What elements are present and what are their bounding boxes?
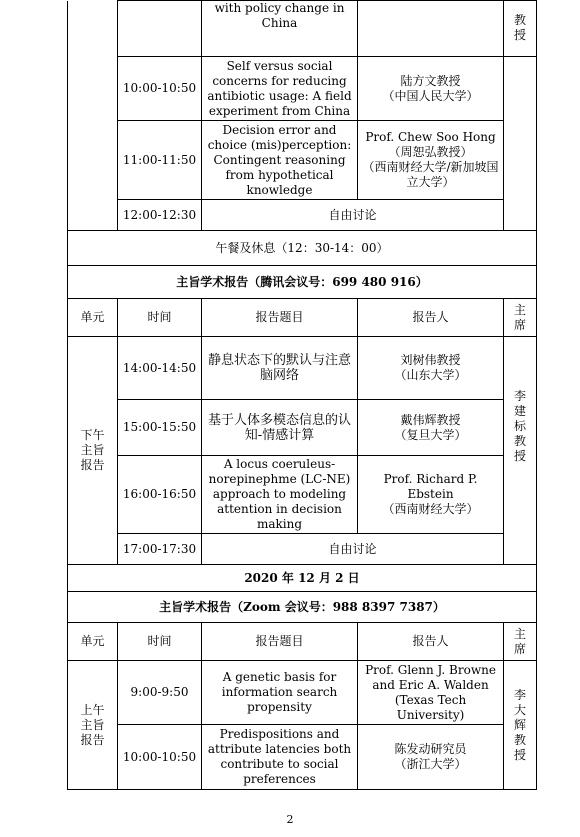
lunch-break: 午餐及休息（12：30-14：00）: [68, 231, 537, 266]
table-row: [68, 121, 537, 200]
session-title: 主旨学术报告（腾讯会议号：699 480 916）: [68, 266, 537, 299]
time-cell: 11:00-11:50: [118, 121, 202, 200]
table-row: [68, 534, 537, 565]
time-cell: 9:00-9:50: [118, 661, 202, 725]
unit-cell: [68, 1, 118, 231]
time-cell: 10:00-10:50: [118, 725, 202, 790]
table-row: [68, 725, 537, 790]
unit-cell: 下午 主旨 报告: [68, 337, 118, 565]
header-topic: 报告题目: [202, 623, 358, 661]
header-unit: 单元: [68, 299, 118, 337]
table-row: [68, 661, 537, 725]
time-cell: 16:00-16:50: [118, 456, 202, 534]
date-title: 2020 年 12 月 2 日: [68, 565, 537, 592]
header-chair: 主 席: [504, 299, 537, 337]
table-row: [68, 592, 537, 623]
free-discussion: 自由讨论: [202, 200, 504, 231]
topic-cell: A genetic basis for information search propensity: [202, 661, 358, 725]
speaker-cell: Prof. Glenn J. Browne and Eric A. Walden (Texas Tech University): [358, 661, 504, 725]
header-row: [68, 623, 537, 661]
table-row: [68, 57, 537, 121]
time-cell: 15:00-15:50: [118, 400, 202, 456]
time-cell: 14:00-14:50: [118, 337, 202, 400]
topic-cell: 基于人体多模态信息的认知-情感计算: [202, 400, 358, 456]
table-row: [68, 565, 537, 592]
table-row: [68, 200, 537, 231]
unit-cell: 上午 主旨 报告: [68, 661, 118, 790]
chair-cell: [504, 57, 537, 231]
topic-cell: with policy change in China: [202, 1, 358, 57]
topic-cell: Decision error and choice (mis)perception: Contingent reasoning from hypothetical knowledge: [202, 121, 358, 200]
topic-cell: Self versus social concerns for reducing antibiotic usage: A field experiment from China: [202, 57, 358, 121]
time-cell: 10:00-10:50: [118, 57, 202, 121]
speaker-cell: 戴伟辉教授 （复旦大学）: [358, 400, 504, 456]
header-time: 时间: [118, 623, 202, 661]
table-row: [68, 337, 537, 400]
speaker-cell: Prof. Richard P. Ebstein （西南财经大学）: [358, 456, 504, 534]
chair-cell: 李 大 辉 教 授: [504, 661, 537, 790]
chair-cell: 教 授: [504, 1, 537, 57]
header-topic: 报告题目: [202, 299, 358, 337]
table-row: [68, 456, 537, 534]
header-speaker: 报告人: [358, 299, 504, 337]
page-number: 2: [286, 813, 294, 826]
table-row: [68, 231, 537, 266]
header-unit: 单元: [68, 623, 118, 661]
header-time: 时间: [118, 299, 202, 337]
speaker-cell: [358, 1, 504, 57]
schedule-table: [67, 0, 537, 790]
topic-cell: 静息状态下的默认与注意脑网络: [202, 337, 358, 400]
table-row: [68, 1, 537, 57]
free-discussion: 自由讨论: [202, 534, 504, 565]
topic-cell: Predispositions and attribute latencies both contribute to social preferences: [202, 725, 358, 790]
chair-cell: 李 建 标 教 授: [504, 337, 537, 565]
table-row: [68, 266, 537, 299]
speaker-cell: Prof. Chew Soo Hong （周恕弘教授） （西南财经大学/新加坡国立大学）: [358, 121, 504, 200]
time-cell: 17:00-17:30: [118, 534, 202, 565]
topic-cell: A locus coeruleus-norepinephme (LC-NE) approach to modeling attention in decision making: [202, 456, 358, 534]
speaker-cell: 陆方文教授 （中国人民大学）: [358, 57, 504, 121]
table-row: [68, 400, 537, 456]
speaker-cell: 刘树伟教授 （山东大学）: [358, 337, 504, 400]
time-cell: 12:00-12:30: [118, 200, 202, 231]
header-chair: 主 席: [504, 623, 537, 661]
speaker-cell: 陈发动研究员 （浙江大学）: [358, 725, 504, 790]
header-speaker: 报告人: [358, 623, 504, 661]
session-title: 主旨学术报告（Zoom 会议号：988 8397 7387）: [68, 592, 537, 623]
time-cell: [118, 1, 202, 57]
header-row: [68, 299, 537, 337]
